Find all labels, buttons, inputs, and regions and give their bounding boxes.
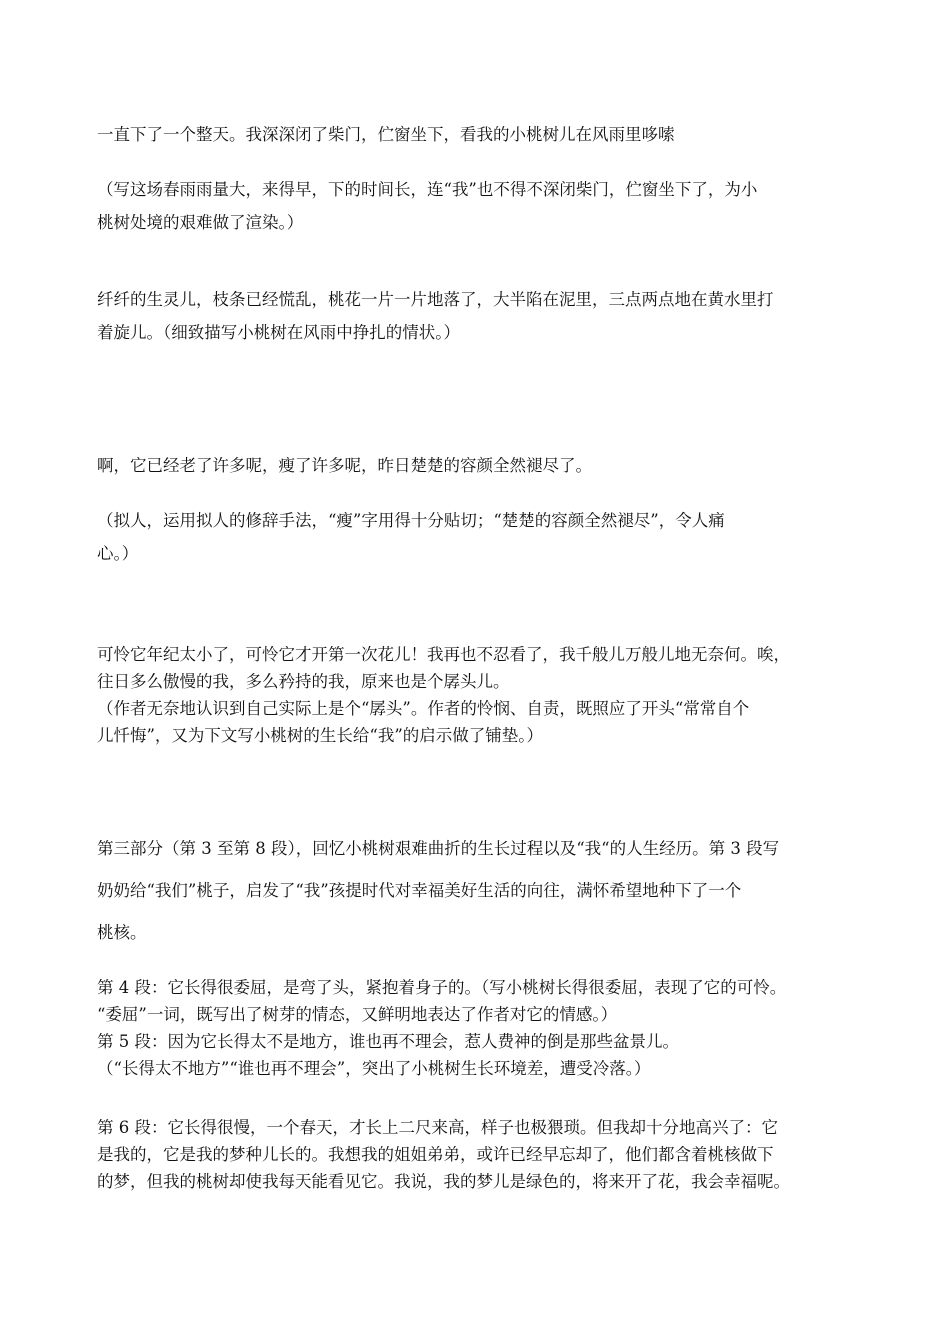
- text-line: 可怜它年纪太小了，可怜它才开第一次花儿！我再也不忍看了，我千般儿万般儿地无奈何。唉，: [97, 645, 790, 664]
- text-line: 是我的，它是我的梦种儿长的。我想我的姐姐弟弟，或许已经早忘却了，他们都含着桃核做下: [97, 1145, 774, 1164]
- text-line: 桃核。: [97, 923, 147, 942]
- text-line: （“长得太不地方”“谁也再不理会”，突出了小桃树生长环境差，遭受冷落。）: [97, 1059, 651, 1078]
- paragraph-petals: [97, 283, 857, 349]
- text-line: （拟人，运用拟人的修辞手法，“瘦”字用得十分贴切；“楚楚的容颜全然褪尽”，令人痛: [97, 511, 725, 530]
- paragraph-section-6: [97, 1114, 857, 1195]
- text-line: 奶奶给“我们”桃子，启发了“我”孩提时代对幸福美好生活的向往，满怀希望地种下了一个: [97, 881, 742, 900]
- annotation-personification: [97, 504, 857, 570]
- text-line: 第 6 段：它长得很慢，一个春天，才长上二尺来高，样子也极猥琐。但我却十分地高兴了：它: [97, 1118, 778, 1137]
- text-line: 心。）: [97, 544, 139, 563]
- text-line: 儿忏悔”，又为下文写小桃树的生长给“我”的启示做了铺垫。）: [97, 726, 544, 745]
- paragraph-rain: [97, 118, 857, 151]
- text-line: 纤纤的生灵儿，枝条已经慌乱，桃花一片一片地落了，大半陷在泥里，三点两点地在黄水里打: [97, 290, 774, 309]
- paragraph-pity: [97, 641, 857, 749]
- text-line: 往日多么傲慢的我，多么矜持的我，原来也是个孱头儿。: [97, 672, 510, 691]
- text-line: 第 5 段：因为它长得太不是地方，谁也再不理会，惹人费神的倒是那些盆景儿。: [97, 1032, 679, 1051]
- text-line: 桃树处境的艰难做了渲染。）: [97, 213, 304, 232]
- text-line: （写这场春雨雨量大，来得早，下的时间长，连“我”也不得不深闭柴门，伫窗坐下了，为小: [97, 180, 758, 199]
- text-line: “委屈”一词，既写出了树芽的情态，又鲜明地表达了作者对它的情感。）: [97, 1005, 618, 1024]
- text-line: 着旋儿。（细致描写小桃树在风雨中挣扎的情状。）: [97, 323, 460, 342]
- text-line: （作者无奈地认识到自己实际上是个“孱头”。作者的怜悯、自责，既照应了开头“常常自个: [97, 699, 750, 718]
- paragraph-aged: [97, 449, 857, 482]
- text-line: 第三部分（第 3 至第 8 段），回忆小桃树艰难曲折的生长过程以及“我“的人生经历。第 3 段写: [97, 839, 780, 858]
- paragraph-sections-4-5: [97, 974, 857, 1082]
- text-line: 啊，它已经老了许多呢，瘦了许多呢，昨日楚楚的容颜全然褪尽了。: [97, 456, 592, 475]
- paragraph-part-three: [97, 828, 857, 954]
- text-line: 的梦，但我的桃树却使我每天能看见它。我说，我的梦儿是绿色的，将来开了花，我会幸福呢。: [97, 1172, 790, 1191]
- text-line: 第 4 段：它长得很委屈，是弯了头，紧抱着身子的。（写小桃树长得很委屈，表现了它的可怜。: [97, 978, 787, 997]
- text-line: 一直下了一个整天。我深深闭了柴门，伫窗坐下，看我的小桃树儿在风雨里哆嗦: [97, 125, 675, 144]
- annotation-rain: [97, 173, 857, 239]
